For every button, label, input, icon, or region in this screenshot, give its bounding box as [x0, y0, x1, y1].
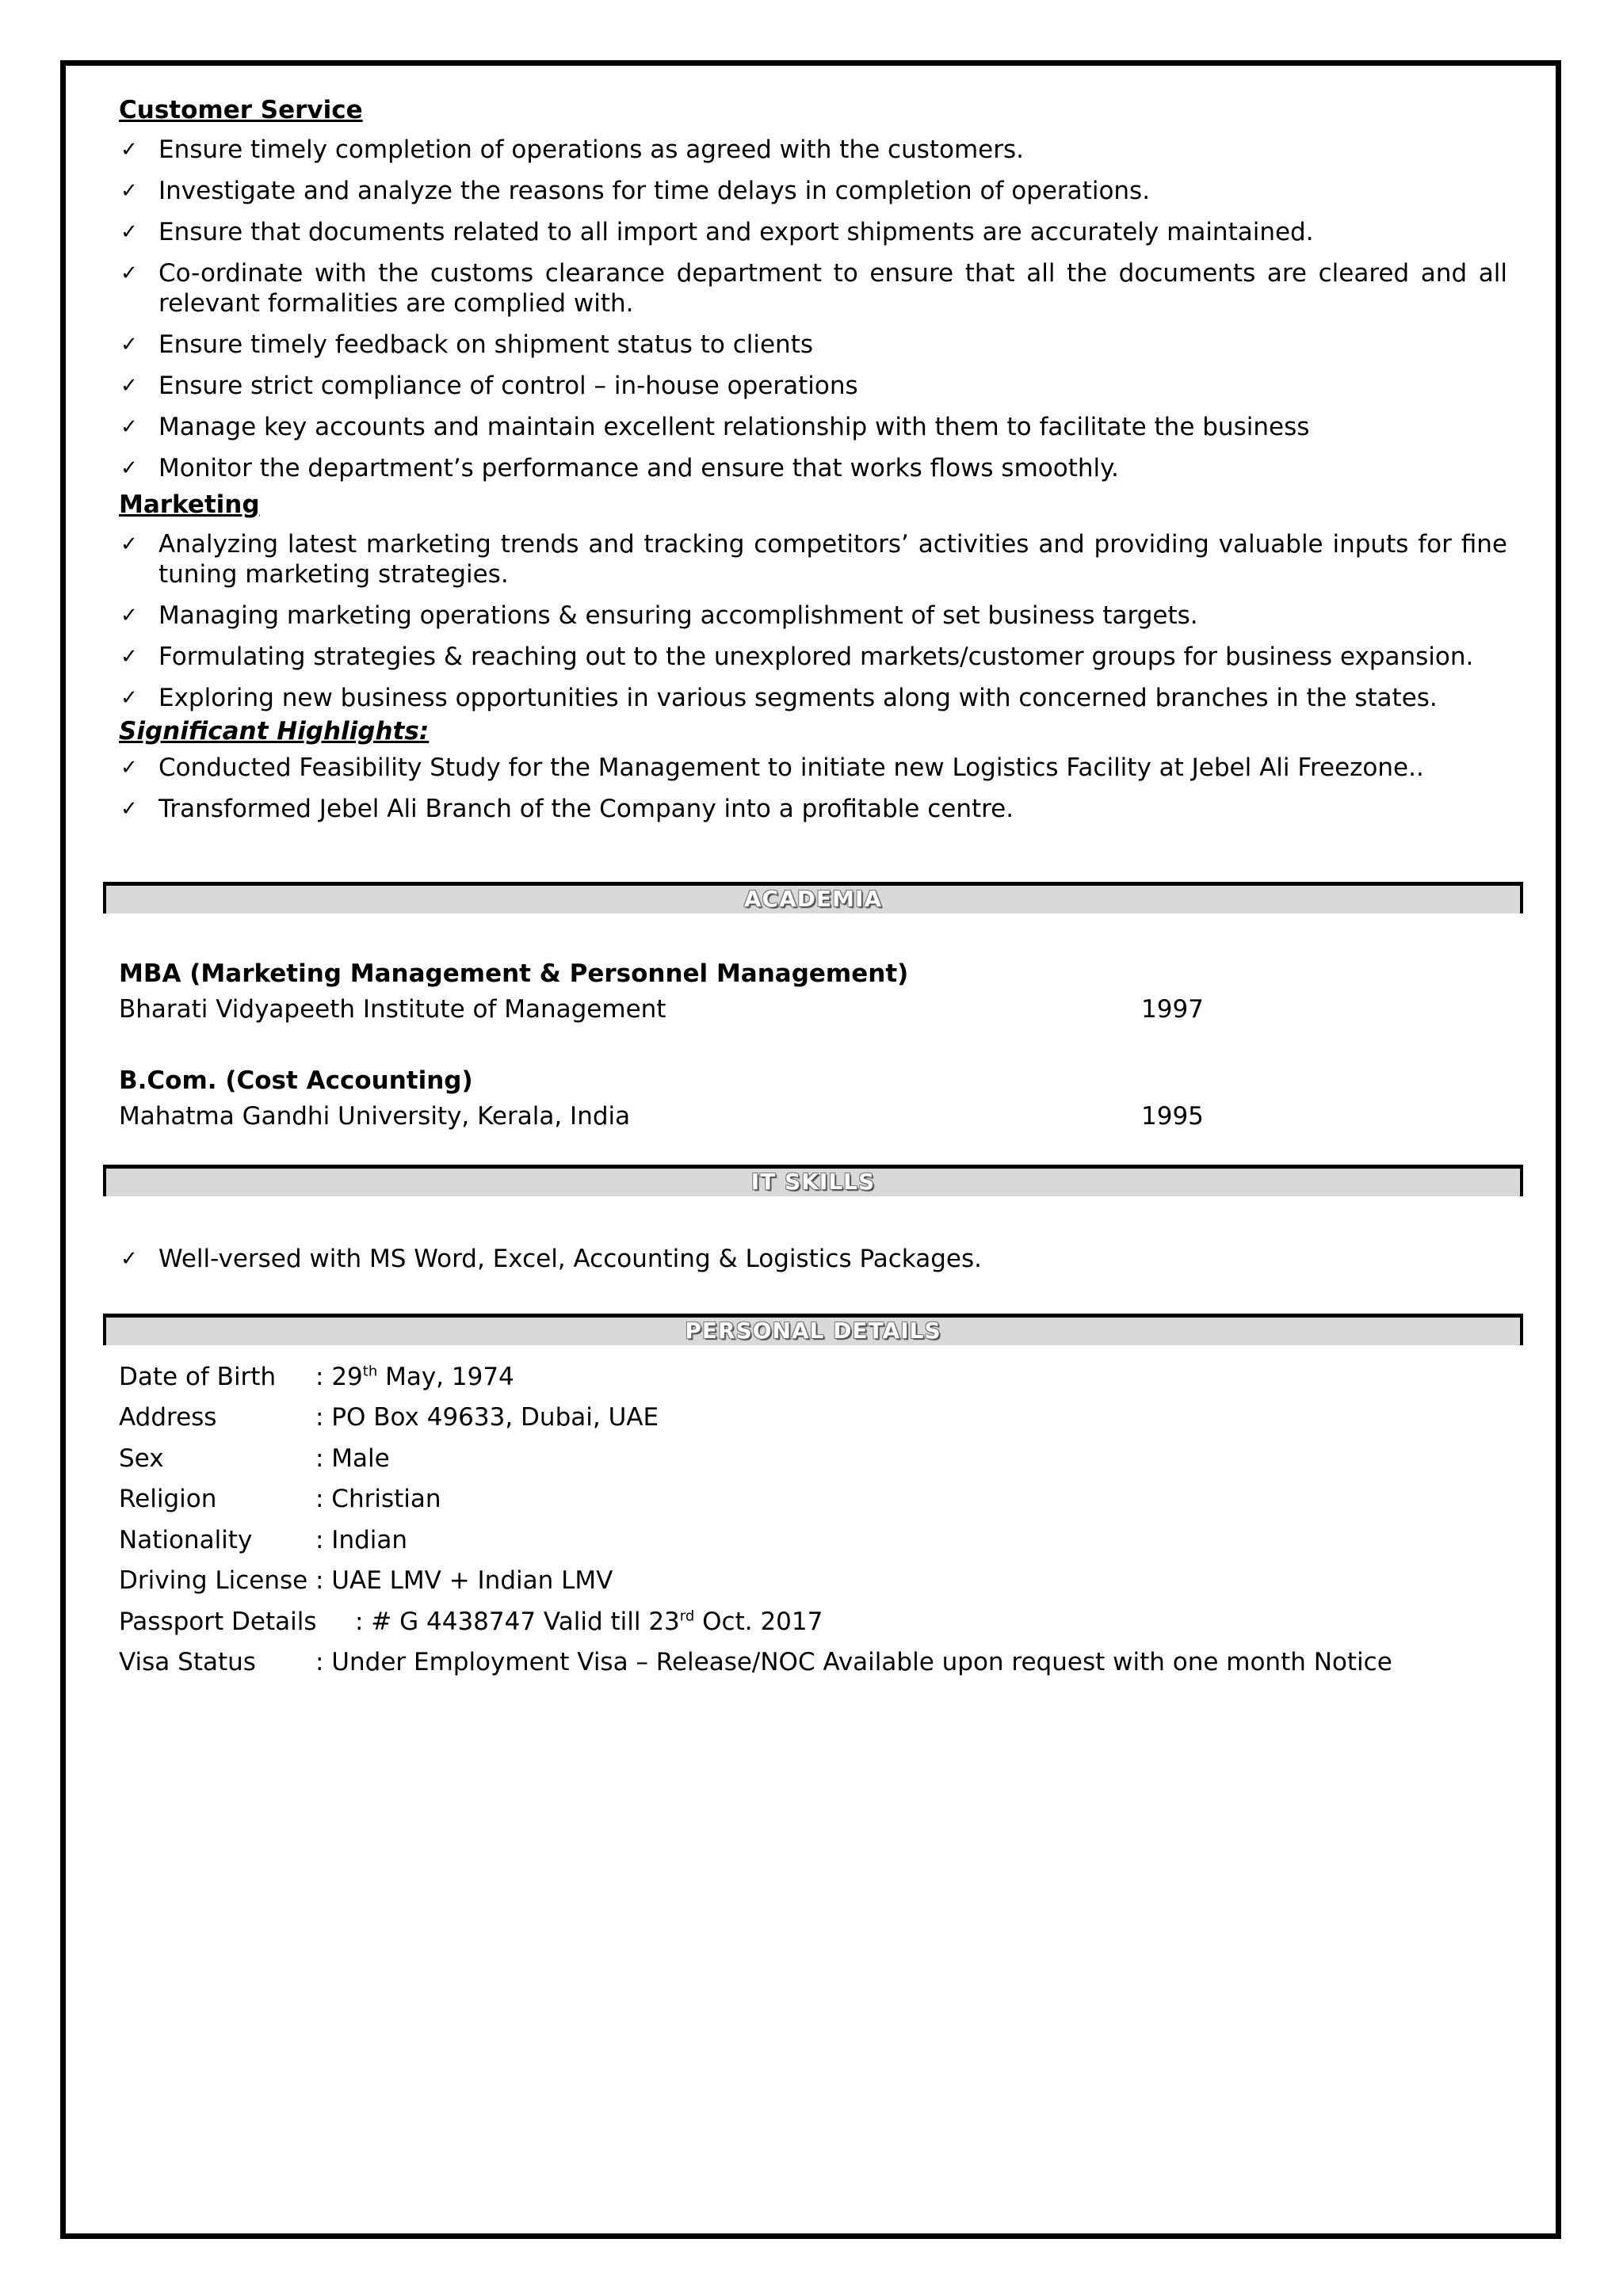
it-skills-list [119, 1244, 1507, 1274]
dob-value: : 29th May, 1974 [315, 1363, 514, 1391]
check-icon: ✓ [120, 456, 138, 480]
visa-label: Visa Status [119, 1648, 256, 1676]
personal-details-header-bar [103, 1314, 1523, 1345]
highlights-title: Significant Highlights: [119, 717, 430, 746]
nationality-label: Nationality [119, 1526, 253, 1554]
list-item: ✓ Manage key accounts and maintain excellent relationship with them to facilitate the business [120, 413, 1310, 441]
check-icon: ✓ [120, 532, 138, 556]
customer-service-list [119, 135, 1507, 483]
check-icon: ✓ [120, 1247, 138, 1271]
highlights-list [119, 753, 1507, 824]
list-item: ✓ Co-ordinate with the customs clearance department to ensure that all the documents are cleared and all relevant formalities are complied with. [120, 259, 1507, 318]
personal-details-header: PERSONAL DETAILS [685, 1318, 941, 1344]
list-item: ✓ Transformed Jebel Ali Branch of the Company into a profitable centre. [120, 795, 1014, 823]
check-icon: ✓ [120, 797, 138, 821]
check-icon: ✓ [120, 261, 138, 285]
religion-value: : Christian [315, 1485, 441, 1513]
check-icon: ✓ [120, 645, 138, 669]
address-label: Address [119, 1403, 217, 1432]
marketing-list [119, 529, 1507, 713]
degree-institution-row [119, 1101, 1514, 1131]
religion-label: Religion [119, 1485, 217, 1513]
marketing-title: Marketing [119, 490, 260, 519]
passport-label: Passport Details [119, 1608, 317, 1636]
customer-service-title: Customer Service [119, 96, 363, 124]
list-item: ✓ Ensure timely completion of operations as agreed with the customers. [120, 135, 1025, 164]
nationality-row [119, 1525, 408, 1555]
check-icon: ✓ [120, 333, 138, 357]
check-icon: ✓ [120, 374, 138, 398]
list-item: ✓ Ensure timely feedback on shipment status to clients [120, 330, 813, 359]
license-label: Driving License [119, 1566, 308, 1595]
check-icon: ✓ [120, 415, 138, 439]
check-icon: ✓ [120, 686, 138, 710]
academia-header: ACADEMIA [743, 886, 883, 912]
experience-content [119, 95, 1507, 835]
list-item: ✓ Monitor the department’s performance and ensure that works flows smoothly. [120, 454, 1119, 482]
list-item: ✓ Ensure that documents related to all import and export shipments are accurately maintained. [120, 218, 1314, 246]
institution-name: Bharati Vidyapeeth Institute of Management [119, 995, 666, 1024]
graduation-year: 1995 [1141, 1102, 1204, 1131]
list-item: ✓ Ensure strict compliance of control – in-house operations [120, 372, 858, 400]
it-skills-header: IT SKILLS [750, 1169, 876, 1195]
list-item: ✓ Formulating strategies & reaching out to the unexplored markets/customer groups for business expansion. [120, 643, 1474, 671]
religion-row [119, 1484, 441, 1514]
list-item: ✓ Well-versed with MS Word, Excel, Accounting & Logistics Packages. [120, 1245, 982, 1273]
license-value: : UAE LMV + Indian LMV [315, 1566, 613, 1595]
check-icon: ✓ [120, 756, 138, 780]
dob-row [119, 1362, 514, 1392]
it-skills-content [119, 1244, 1507, 1285]
dob-label: Date of Birth [119, 1363, 277, 1391]
degree-title: MBA (Marketing Management & Personnel Management) [119, 959, 909, 988]
academia-header-bar [103, 882, 1523, 913]
list-item: ✓ Exploring new business opportunities in various segments along with concerned branches in the states. [120, 684, 1438, 712]
list-item: ✓ Conducted Feasibility Study for the Management to initiate new Logistics Facility at Jebel Ali Freezone.. [120, 753, 1424, 782]
institution-name: Mahatma Gandhi University, Kerala, India [119, 1102, 631, 1131]
visa-row [119, 1647, 1392, 1677]
sex-label: Sex [119, 1444, 164, 1473]
nationality-value: : Indian [315, 1526, 408, 1554]
list-item: ✓ Analyzing latest marketing trends and tracking competitors’ activities and providing valuable inputs for fine tuning marketing strategies. [120, 530, 1507, 589]
degree-title: B.Com. (Cost Accounting) [119, 1066, 473, 1095]
degree-institution-row [119, 994, 1514, 1024]
license-row [119, 1566, 613, 1596]
list-item: ✓ Investigate and analyze the reasons for time delays in completion of operations. [120, 177, 1151, 205]
check-icon: ✓ [120, 220, 138, 244]
address-value: : PO Box 49633, Dubai, UAE [315, 1403, 659, 1432]
passport-value: : # G 4438747 Valid till 23rd Oct. 2017 [355, 1608, 823, 1636]
check-icon: ✓ [120, 179, 138, 203]
sex-value: : Male [315, 1444, 390, 1473]
check-icon: ✓ [120, 138, 138, 162]
list-item: ✓ Managing marketing operations & ensuring accomplishment of set business targets. [120, 601, 1198, 630]
check-icon: ✓ [120, 604, 138, 627]
sex-row [119, 1444, 390, 1474]
passport-row [119, 1607, 823, 1637]
it-skills-header-bar [103, 1165, 1523, 1196]
visa-value: : Under Employment Visa – Release/NOC Available upon request with one month Notice [315, 1648, 1392, 1676]
graduation-year: 1997 [1141, 995, 1204, 1024]
address-row [119, 1402, 659, 1432]
